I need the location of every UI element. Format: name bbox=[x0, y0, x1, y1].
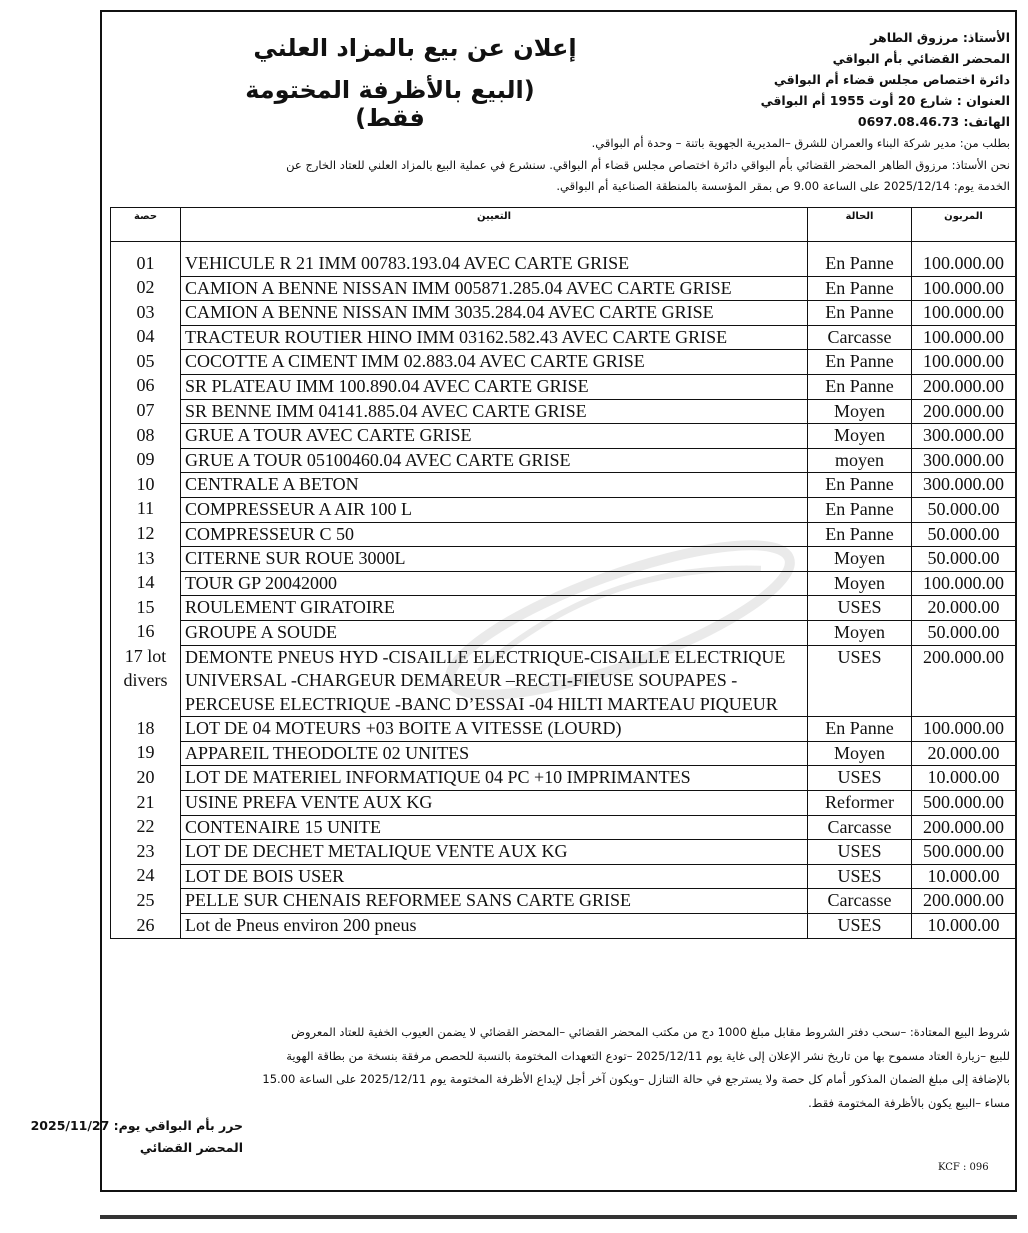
lot-number: 24 bbox=[111, 864, 181, 889]
lot-number: 15 bbox=[111, 596, 181, 621]
table-row bbox=[111, 596, 1016, 621]
phone: الهاتف: 0697.08.46.73 bbox=[857, 114, 1010, 129]
lot-price: 10.000.00 bbox=[912, 766, 1016, 791]
lot-number: 20 bbox=[111, 766, 181, 791]
table-row bbox=[111, 864, 1016, 889]
lot-price: 50.000.00 bbox=[912, 620, 1016, 645]
lot-state: Moyen bbox=[808, 741, 912, 766]
lot-state: En Panne bbox=[808, 717, 912, 742]
lot-state: moyen bbox=[808, 448, 912, 473]
bottom-rule bbox=[100, 1215, 1017, 1219]
lot-state: Carcasse bbox=[808, 815, 912, 840]
lot-state: Moyen bbox=[808, 424, 912, 449]
lot-state: Moyen bbox=[808, 571, 912, 596]
conditions-line-3: بالإضافة إلى مبلغ الضمان المذكور أمام كل حصة ولا يسترجع في حالة التنازل –ويكون آخر أجل لإيداع الأظرفة المختومة يوم 2025/12/11 على الساعة 15.00 bbox=[262, 1072, 1010, 1086]
table-row bbox=[111, 473, 1016, 498]
table-row bbox=[111, 350, 1016, 375]
lot-description: PELLE SUR CHENAIS REFORMEE SANS CARTE GRISE bbox=[181, 889, 808, 914]
table-row bbox=[111, 301, 1016, 326]
lot-state: En Panne bbox=[808, 497, 912, 522]
lot-number: 18 bbox=[111, 717, 181, 742]
lot-price: 200.000.00 bbox=[912, 815, 1016, 840]
signature-date: حرر بأم البواقي يوم: 2025/11/27 bbox=[30, 1118, 243, 1133]
lot-description: GROUPE A SOUDE bbox=[181, 620, 808, 645]
header-description: التعيين bbox=[181, 208, 808, 242]
table-row bbox=[111, 571, 1016, 596]
lot-state: En Panne bbox=[808, 276, 912, 301]
table-row bbox=[111, 448, 1016, 473]
conditions-line-4: مساء –البيع يكون بالأظرفة المختومة فقط. bbox=[808, 1096, 1010, 1110]
lot-number: 21 bbox=[111, 791, 181, 816]
header-hissa: حصة bbox=[111, 208, 181, 242]
lot-description: CONTENAIRE 15 UNITE bbox=[181, 815, 808, 840]
lot-price: 100.000.00 bbox=[912, 350, 1016, 375]
address: العنوان : شارع 20 أوت 1955 أم البواقي bbox=[760, 93, 1010, 108]
lot-state: Moyen bbox=[808, 547, 912, 572]
lot-state: En Panne bbox=[808, 374, 912, 399]
lot-price: 300.000.00 bbox=[912, 473, 1016, 498]
conditions-line-2: للبيع –زيارة العتاد مسموح بها من تاريخ نشر الإعلان إلى غاية يوم 2025/12/11 –تودع التعهدات المختومة بالنسبة للحصص مرفقة بنسخة من بطاقة الهوية bbox=[286, 1049, 1010, 1063]
lot-price: 50.000.00 bbox=[912, 522, 1016, 547]
lot-state: Moyen bbox=[808, 399, 912, 424]
lot-description: SR BENNE IMM 04141.885.04 AVEC CARTE GRISE bbox=[181, 399, 808, 424]
table-row bbox=[111, 276, 1016, 301]
reference-code: KCF : 096 bbox=[938, 1162, 989, 1173]
table-row bbox=[111, 424, 1016, 449]
header-price: المربون bbox=[912, 208, 1016, 242]
lot-number: 25 bbox=[111, 889, 181, 914]
lot-price: 100.000.00 bbox=[912, 325, 1016, 350]
lot-description: LOT DE DECHET METALIQUE VENTE AUX KG bbox=[181, 840, 808, 865]
lot-state: USES bbox=[808, 914, 912, 939]
lot-price: 100.000.00 bbox=[912, 301, 1016, 326]
table-row bbox=[111, 889, 1016, 914]
lot-number: 03 bbox=[111, 301, 181, 326]
lot-price: 50.000.00 bbox=[912, 547, 1016, 572]
lot-state: USES bbox=[808, 766, 912, 791]
jurisdiction: دائرة اختصاص مجلس قضاء أم البواقي bbox=[773, 72, 1010, 87]
lot-number: 09 bbox=[111, 448, 181, 473]
lot-number: 13 bbox=[111, 547, 181, 572]
lot-number: 01 bbox=[111, 252, 181, 276]
lot-state: En Panne bbox=[808, 350, 912, 375]
lot-description: APPAREIL THEODOLTE 02 UNITES bbox=[181, 741, 808, 766]
lot-description: TRACTEUR ROUTIER HINO IMM 03162.582.43 AVEC CARTE GRISE bbox=[181, 325, 808, 350]
lot-number: 22 bbox=[111, 815, 181, 840]
table-row bbox=[111, 252, 1016, 276]
lot-number: 04 bbox=[111, 325, 181, 350]
lot-price: 50.000.00 bbox=[912, 497, 1016, 522]
lot-state: En Panne bbox=[808, 522, 912, 547]
lot-description: DEMONTE PNEUS HYD -CISAILLE ELECTRIQUE-CISAILLE ELECTRIQUE UNIVERSAL -CHARGEUR DEMAREUR –RECTI-FIEUSE SOUPAPES -PERCEUSE ELECTRIQUE -BANC D’ESSAI -04 HILTI MARTEAU PIQUEUR bbox=[181, 645, 808, 717]
bailiff-name: الأستاذ: مرزوق الطاهر bbox=[870, 30, 1010, 45]
table-row bbox=[111, 325, 1016, 350]
lot-price: 300.000.00 bbox=[912, 448, 1016, 473]
lot-state: USES bbox=[808, 596, 912, 621]
announcement-title: إعلان عن بيع بالمزاد العلني bbox=[253, 34, 577, 62]
table-body bbox=[111, 252, 1016, 938]
lot-description: COCOTTE A CIMENT IMM 02.883.04 AVEC CARTE GRISE bbox=[181, 350, 808, 375]
conditions-line-1: شروط البيع المعتادة: –سحب دفتر الشروط مقابل مبلغ 1000 دج من مكتب المحضر القضائي –المحضر القضائي لا يضمن العيوب الخفية للعتاد المعروض bbox=[291, 1025, 1010, 1039]
lot-description: GRUE A TOUR 05100460.04 AVEC CARTE GRISE bbox=[181, 448, 808, 473]
lot-number: 08 bbox=[111, 424, 181, 449]
lot-price: 200.000.00 bbox=[912, 889, 1016, 914]
table-row bbox=[111, 522, 1016, 547]
lot-price: 100.000.00 bbox=[912, 276, 1016, 301]
lot-number: 11 bbox=[111, 497, 181, 522]
lot-description: Lot de Pneus environ 200 pneus bbox=[181, 914, 808, 939]
lot-number: 05 bbox=[111, 350, 181, 375]
lot-state: USES bbox=[808, 864, 912, 889]
lot-description: COMPRESSEUR A AIR 100 L bbox=[181, 497, 808, 522]
table-row bbox=[111, 840, 1016, 865]
table-header-row bbox=[111, 208, 1016, 242]
lot-description: CITERNE SUR ROUE 3000L bbox=[181, 547, 808, 572]
lot-description: SR PLATEAU IMM 100.890.04 AVEC CARTE GRISE bbox=[181, 374, 808, 399]
lot-number: 06 bbox=[111, 374, 181, 399]
lot-state: Carcasse bbox=[808, 325, 912, 350]
lot-price: 100.000.00 bbox=[912, 252, 1016, 276]
lot-price: 10.000.00 bbox=[912, 864, 1016, 889]
lot-state: Carcasse bbox=[808, 889, 912, 914]
table-row bbox=[111, 815, 1016, 840]
table-row bbox=[111, 547, 1016, 572]
lot-price: 200.000.00 bbox=[912, 645, 1016, 717]
lot-number: 16 bbox=[111, 620, 181, 645]
lot-state: Moyen bbox=[808, 620, 912, 645]
table-row bbox=[111, 717, 1016, 742]
lot-price: 20.000.00 bbox=[912, 596, 1016, 621]
table-row bbox=[111, 741, 1016, 766]
table-row bbox=[111, 766, 1016, 791]
table-row bbox=[111, 791, 1016, 816]
lot-description: COMPRESSEUR C 50 bbox=[181, 522, 808, 547]
lot-number: 23 bbox=[111, 840, 181, 865]
lot-state: USES bbox=[808, 645, 912, 717]
lot-state: En Panne bbox=[808, 252, 912, 276]
auction-table bbox=[110, 207, 1016, 939]
lot-number: 12 bbox=[111, 522, 181, 547]
lot-number: 26 bbox=[111, 914, 181, 939]
lot-description: LOT DE BOIS USER bbox=[181, 864, 808, 889]
table-row bbox=[111, 914, 1016, 939]
announcement-subtitle: (البيع بالأظرفة المختومة فقط) bbox=[245, 76, 535, 132]
lot-description: GRUE A TOUR AVEC CARTE GRISE bbox=[181, 424, 808, 449]
lot-description: USINE PREFA VENTE AUX KG bbox=[181, 791, 808, 816]
lot-state: USES bbox=[808, 840, 912, 865]
lot-description: TOUR GP 20042000 bbox=[181, 571, 808, 596]
lot-price: 100.000.00 bbox=[912, 571, 1016, 596]
table-row bbox=[111, 374, 1016, 399]
lot-price: 10.000.00 bbox=[912, 914, 1016, 939]
lot-description: VEHICULE R 21 IMM 00783.193.04 AVEC CARTE GRISE bbox=[181, 252, 808, 276]
lot-number: 02 bbox=[111, 276, 181, 301]
lot-price: 500.000.00 bbox=[912, 791, 1016, 816]
signature-role: المحضر القضائي bbox=[139, 1140, 243, 1155]
lot-state: En Panne bbox=[808, 473, 912, 498]
lot-price: 100.000.00 bbox=[912, 717, 1016, 742]
table-row bbox=[111, 645, 1016, 717]
lot-description: CENTRALE A BETON bbox=[181, 473, 808, 498]
lot-state: En Panne bbox=[808, 301, 912, 326]
lot-description: ROULEMENT GIRATOIRE bbox=[181, 596, 808, 621]
table-row bbox=[111, 620, 1016, 645]
lot-description: LOT DE MATERIEL INFORMATIQUE 04 PC +10 IMPRIMANTES bbox=[181, 766, 808, 791]
table-row bbox=[111, 497, 1016, 522]
lot-description: LOT DE 04 MOTEURS +03 BOITE A VITESSE (LOURD) bbox=[181, 717, 808, 742]
lot-price: 200.000.00 bbox=[912, 399, 1016, 424]
lot-number: 19 bbox=[111, 741, 181, 766]
lot-description: CAMION A BENNE NISSAN IMM 005871.285.04 AVEC CARTE GRISE bbox=[181, 276, 808, 301]
lot-description: CAMION A BENNE NISSAN IMM 3035.284.04 AVEC CARTE GRISE bbox=[181, 301, 808, 326]
lot-number: 17 lot divers bbox=[111, 645, 181, 717]
lot-price: 300.000.00 bbox=[912, 424, 1016, 449]
lot-number: 07 bbox=[111, 399, 181, 424]
lot-number: 14 bbox=[111, 571, 181, 596]
lot-price: 200.000.00 bbox=[912, 374, 1016, 399]
lot-state: Reformer bbox=[808, 791, 912, 816]
table-row bbox=[111, 399, 1016, 424]
intro-text: نحن الأستاذ: مرزوق الطاهر المحضر القضائي بأم البواقي دائرة اختصاص مجلس قضاء أم البواقي. سنشرع في عملية البيع بالمزاد العلني للعتاد الخارج عن bbox=[286, 158, 1010, 172]
lot-price: 20.000.00 bbox=[912, 741, 1016, 766]
bailiff-title: المحضر القضائي بأم البواقي bbox=[832, 51, 1010, 66]
requester-line: بطلب من: مدير شركة البناء والعمران للشرق –المديرية الجهوية باتنة – وحدة أم البواقي. bbox=[591, 136, 1010, 150]
sale-date-line: الخدمة يوم: 2025/12/14 على الساعة 9.00 ص بمقر المؤسسة بالمنطقة الصناعية أم البواقي. bbox=[556, 179, 1010, 193]
lot-price: 500.000.00 bbox=[912, 840, 1016, 865]
header-state: الحالة bbox=[808, 208, 912, 242]
lot-number: 10 bbox=[111, 473, 181, 498]
